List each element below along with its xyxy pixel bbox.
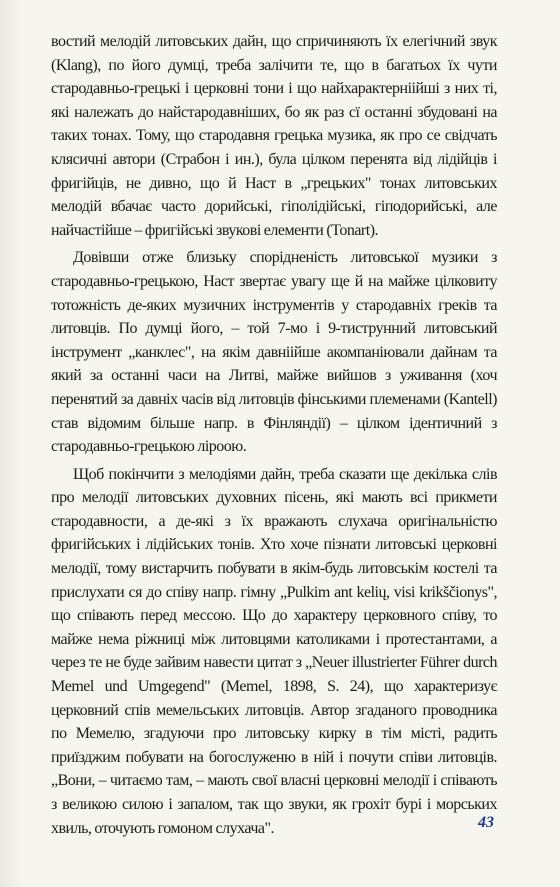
paragraph-2: Довівши отже близьку спорідненість литовської музики з стародавньо-грецькою, Наст звертає увагу ще й на майже цілковиту тотожність де-яких музичних інструментів у стародавніх греків та литовців. По думці його, – той 7-мо і 9-тиструнний литовський інструмент „канклес", на якім давніійше акомпаніювали дайнам та який за останні часи на Литві, майже вийшов з уживання (хоч перенятий за давніх часів від литовців фінськими племенами (Kantell) став відомим більше напр. в Фінляндії) – цілком ідентичний з стародавньо-грецькою ліроою. xyxy=(51,249,497,456)
page-number: 43 xyxy=(478,814,494,831)
paragraph-3: Щоб покінчити з мелодіями дайн, треба сказати ще декілька слів про мелодії литовських духовних пісень, які мають всі прикмети стародавности, а де-які з їх вражають слухача оригінальністю фригійських і лідійських тонів. Хто хоче пізнати литовські церковні мелодії, тому вистарчить побувати в якім-будь литовськім костелі та прислухати ся до співу напр. гімну „Pulkim ant kelių, visi krikščionys", що співають перед мессою. Що до характеру церковного співу, то майже нема ріжниці між литовцями католиками і протестантами, а через те не буде зайвим навести цитат з „Neuer illustrierter Führer durch Memel und Umgegend" (Memel, 1898, S. 24), що характеризує церковний спів мемельських литовців. Автор згаданого проводника по Мемелю, згадуючи про литовську кирку в тім місті, радить приїзджим побувати на богослуженю в ній і почути співи литовців. „Вони, – читаємо там, – мають свої власні церковні мелодії і співають з великою силою і запалом, так що звуки, як грохіт бурі і морських хвиль, оточують гомоном слухача". xyxy=(51,465,497,837)
page-gutter-shadow xyxy=(0,0,22,887)
paragraph-1: востий мелодій литовських дайн, що спричиняють їх елегічний звук (Klang), по його думці, треба залічити те, що в багатьох їх чути стародавньо-грецькі і церковні тони і що найхарактерніійші з них ті, які належать до найстародавніших, бо як раз сї останні збудовані на таких тонах. Тому, що стародавня грецька музика, як про се свідчать клясичні автори (Страбон і ин.), була цілком перенята від лідійців і фригійців, не дивно, що й Наст в „грецьких" тонах литовських мелодій вбачає часто дорийські, гіполідійські, гіподорийські, але найчастійше – фригійські звукові елементи (Tonart). xyxy=(51,33,497,239)
body-text xyxy=(51,30,497,844)
